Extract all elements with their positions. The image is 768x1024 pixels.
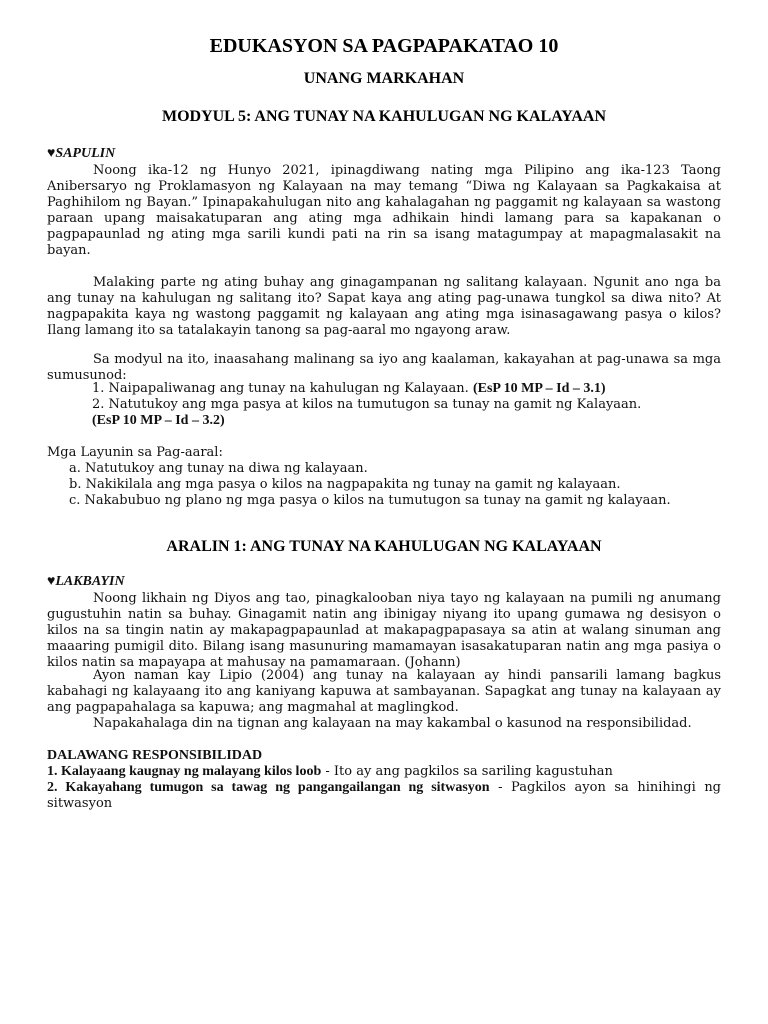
lakbayin-heading	[47, 574, 125, 590]
list-item	[92, 413, 641, 429]
responsibility-2-desc: - Pagkilos ayon sa hinihingi ng sitwasyon	[47, 780, 722, 811]
objectives-label: Mga Layunin sa Pag-aaral:	[47, 445, 223, 460]
responsibility-1	[47, 764, 721, 780]
sapulin-paragraph-2: Malaking parte ng ating buhay ang ginagampanan ng salitang kalayaan. Ngunit ano nga ba ang tunay na kahulugan ng salitang ito? Sapat kaya ang ating pag-unawa tungkol sa diwa nito? At nagpapakita kaya ng wastong paggamit ng kalayaan ang ating mga isinasagawang pasya o kilos? Ilang lamang ito sa tatalakayin tanong sa pag-aaral mo ngayong araw.	[47, 275, 721, 338]
competency-code: (EsP 10 MP – Id – 3.2)	[92, 413, 225, 428]
document-title: EDUKASYON SA PAGPAPAKATAO 10	[209, 35, 559, 57]
competency-code: (EsP 10 MP – Id – 3.1)	[472, 381, 606, 396]
responsibility-2	[47, 780, 721, 812]
sapulin-paragraph-3: Sa modyul na ito, inaasahang malinang sa iyo ang kaalaman, kakayahan at pag-unawa sa mga sumusunod:	[47, 352, 721, 383]
lakbayin-paragraph-1: Noong likhain ng Diyos ang tao, pinagkalooban niya tayo ng kalayaan na pumili ng anumang gugustuhin natin sa buhay. Ginagamit natin ang ibinigay niyang ito upang gumawa ng desisyon o kilos na sa tingin natin ay makapagpapaunlad at makapagpapasaya sa atin at walang sinuman ang maaaring pumigil dito. Bilang isang masunuring mamamayan isasakatuparan natin ang mga pasiya o kilos natin sa mapayapa at mahusay na pamamaraan. (Johann)	[47, 591, 721, 670]
list-item: b. Nakikilala ang mga pasya o kilos na nagpapakita ng tunay na gamit ng kalayaan.	[69, 477, 621, 492]
responsibility-2-title: 2. Kakayahang tumugon sa tawag ng pangangailangan ng sitwasyon	[47, 780, 490, 795]
objectives-list	[69, 461, 671, 509]
module-title: MODYUL 5: ANG TUNAY NA KAHULUGAN NG KALAYAAN	[161, 108, 607, 125]
sapulin-paragraph-1: Noong ika-12 ng Hunyo 2021, ipinagdiwang nating mga Pilipino ang ika-123 Taong Anibersaryo ng Proklamasyon ng Kalayaan na may temang “Diwa ng Kalayaan sa Pagkakaisa at Paghihilom ng Bayan.” Ipinapakahulugan nito ang kahalagahan ng paggamit ng kalayaan sa wastong paraan upang maisakatuparan ang ating mga adhikain hindi lamang para sa kapakanan o pagpapaunlad ng ating mga sarili kundi pati na rin sa isang matagumpay at mapagmalasakit na bayan.	[47, 163, 721, 258]
responsibility-1-desc: - Ito ay ang pagkilos sa sariling kagustuhan	[321, 764, 613, 779]
lakbayin-paragraph-2: Ayon naman kay Lipio (2004) ang tunay na kalayaan ay hindi pansarili lamang bagkus kabahagi ng kalayaang ito ang kaniyang kapuwa at sambayanan. Sapagkat ang tunay na kalayaan ay ang pagpapahalaga sa kapuwa; ang magmahal at maglingkod.	[47, 668, 721, 715]
heart-icon: ♥	[47, 146, 56, 161]
lakbayin-heading-text: LAKBAYIN	[55, 574, 125, 589]
list-item	[92, 397, 641, 413]
quarter-title: UNANG MARKAHAN	[303, 70, 465, 87]
competency-list	[92, 381, 641, 429]
list-item: c. Nakabubuo ng plano ng mga pasya o kilos na tumutugon sa tunay na gamit ng kalayaan.	[69, 493, 671, 508]
heart-icon: ♥	[47, 574, 56, 589]
lakbayin-paragraph-3: Napakahalaga din na tignan ang kalayaan na may kakambal o kasunod na responsibilidad.	[93, 716, 692, 731]
sapulin-heading-text: SAPULIN	[55, 146, 116, 161]
responsibility-1-title: 1. Kalayaang kaugnay ng malayang kilos loob	[47, 764, 322, 779]
list-item: a. Natutukoy ang tunay na diwa ng kalayaan.	[69, 461, 368, 476]
responsibilities-heading: DALAWANG RESPONSIBILIDAD	[47, 748, 263, 763]
competency-text: 2. Natutukoy ang mga pasya at kilos na tumutugon sa tunay na gamit ng Kalayaan.	[92, 397, 642, 412]
sapulin-heading	[47, 146, 115, 162]
competency-text: 1. Naipapaliwanag ang tunay na kahulugan ng Kalayaan.	[92, 381, 469, 396]
lesson-title: ARALIN 1: ANG TUNAY NA KAHULUGAN NG KALAYAAN	[166, 538, 602, 555]
list-item	[92, 381, 641, 397]
